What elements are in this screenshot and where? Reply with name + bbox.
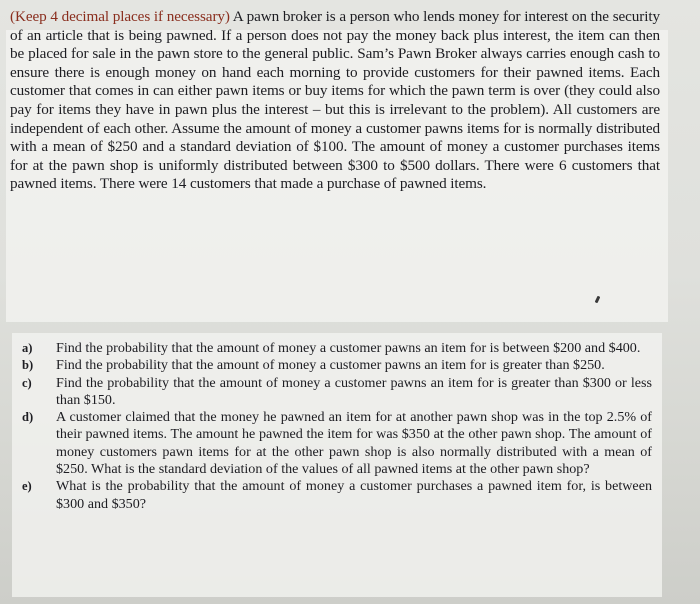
question-e bbox=[22, 478, 652, 513]
question-letter: d) bbox=[22, 410, 34, 425]
question-text: A customer claimed that the money he pawned an item for at another pawn shop was in the top 2.5% of their pawned items. The amount he pawned the item for was $350 at the other pawn shop. The amount of money customers pawn items for at the other pawn shop is also normally distributed with a mean of $250. What is the standard deviation of the values of all pawned items at the other pawn shop? bbox=[56, 409, 652, 478]
question-text: Find the probability that the amount of money a customer pawns an item for is between $200 and $400. bbox=[56, 340, 641, 356]
question-text: What is the probability that the amount of money a customer purchases a pawned item for, is between $300 and $350? bbox=[56, 478, 652, 512]
question-letter: a) bbox=[22, 341, 33, 355]
question-a bbox=[22, 340, 652, 357]
problem-body: A pawn broker is a person who lends money for interest on the security of an article that is being pawned. If a person does not pay the money back plus interest, the item can then be placed for sale in the pawn store to the general public. Sam’s Pawn Broker always carries enough cash to ensure there is enough money on hand each morning to provide customers for their pawned items. Each customer that comes in can either pawn items or buy items for which the pawn term is over (they could also pay for items they have in pawn plus the interest – but this is irrelevant to the problem). All customers are independent of each other. Assume the amount of money a customer pawns items for is normally distributed with a mean of $250 and a standard deviation of $100. The amount of money a customer purchases items for at the pawn shop is uniformly distributed between $300 to $500 dollars. There were 6 customers that pawned items. There were 14 customers that made a purchase of pawned items. bbox=[10, 8, 660, 193]
question-text: Find the probability that the amount of money a customer pawns an item for is greater than $300 or less than $150. bbox=[56, 374, 652, 408]
question-b bbox=[22, 357, 652, 374]
question-list bbox=[22, 340, 652, 513]
instruction-lead: (Keep 4 decimal places if necessary) bbox=[10, 8, 230, 25]
question-letter: e) bbox=[22, 479, 32, 494]
question-letter: b) bbox=[22, 358, 34, 373]
question-c bbox=[22, 375, 652, 410]
problem-statement bbox=[10, 8, 660, 194]
question-letter: c) bbox=[22, 375, 32, 390]
question-d bbox=[22, 409, 652, 478]
question-text: Find the probability that the amount of money a customer pawns an item for is greater than $250. bbox=[56, 357, 605, 374]
